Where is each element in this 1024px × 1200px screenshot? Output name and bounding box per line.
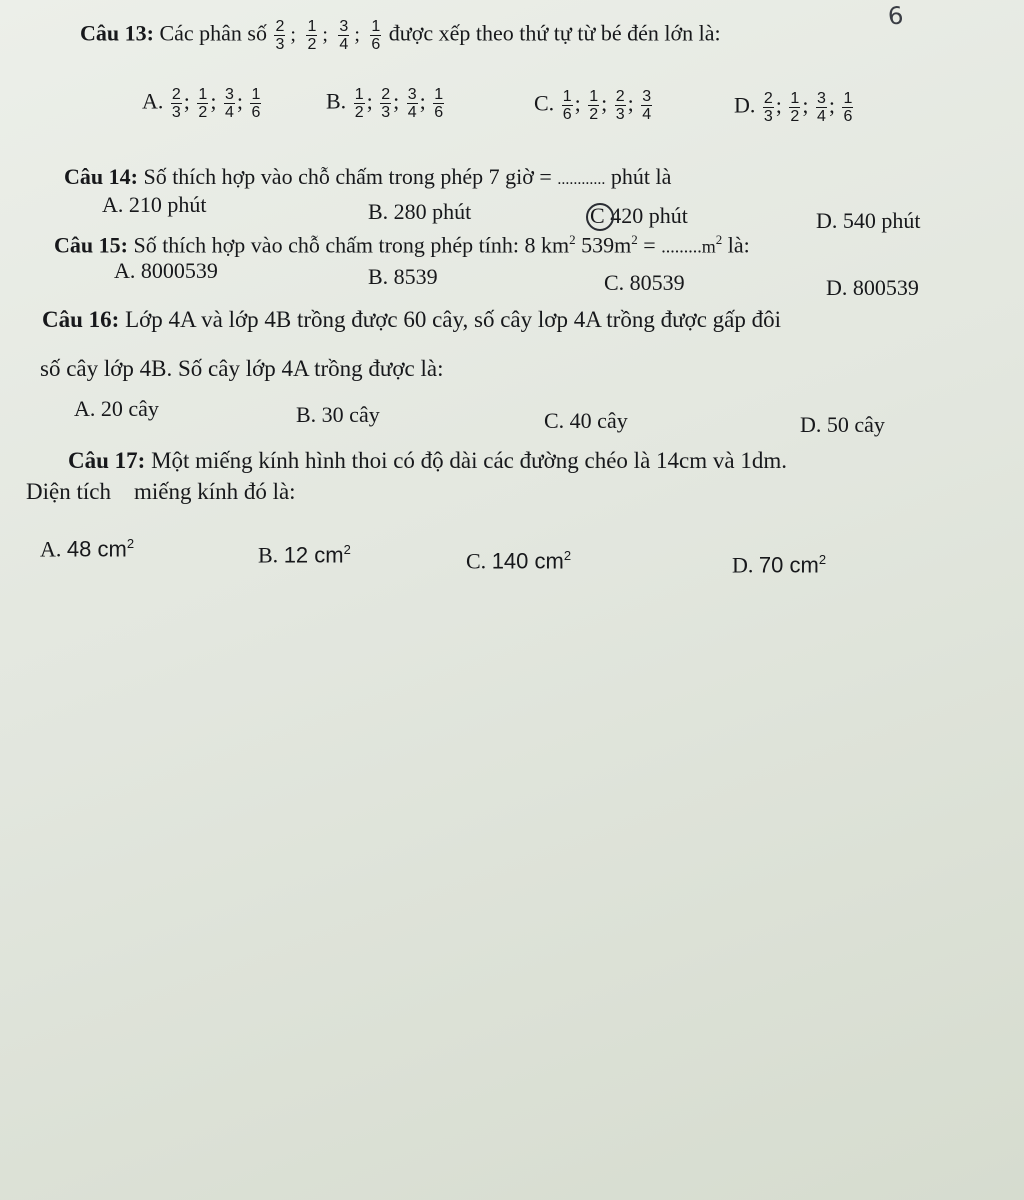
q16-line2: số cây lớp 4B. Số cây lớp 4A trồng được là: <box>40 356 444 381</box>
q13-option-b[interactable]: B. $\frac{1}{2}$ ; $\frac{2}{3}$ ; $\frac{3}{4}$ ; $\frac{1}{6}$ <box>326 86 444 121</box>
q15-part2: 539m <box>581 232 632 258</box>
q15-stem: Câu 15: Số thích hợp vào chỗ chấm trong phép tính: 8 $km^2$ $539m^2 = .........m^2$ là: <box>54 232 750 258</box>
q14-option-d[interactable]: D. 540 phút <box>816 208 921 233</box>
answer-circle <box>586 203 614 231</box>
q17-label: Câu 17: <box>68 448 146 473</box>
q16-line1: Câu 16: Lớp 4A và lớp 4B trồng được 60 cây, số cây lơp 4A trồng được gấp đôi <box>42 307 782 332</box>
q13-option-a[interactable]: A. $\frac{2}{3}$ ; $\frac{1}{2}$ ; $\frac{3}{4}$ ; $\frac{1}{6}$ <box>142 86 261 121</box>
q15-tail: là: <box>727 232 750 258</box>
q14-text: Số thích hợp vào chỗ chấm trong phép 7 giờ = <box>143 164 552 189</box>
q14-tail: phút là <box>610 164 672 189</box>
q13-option-c[interactable]: C. $\frac{1}{6}$ ; $\frac{1}{2}$ ; $\frac{2}{3}$ ; $\frac{3}{4}$ <box>534 88 652 123</box>
q16-option-a[interactable]: A. 20 cây <box>74 396 159 421</box>
fraction: $\frac{1}{6}$ <box>371 18 381 53</box>
q17-line2: Diện tích miếng kính đó là: <box>26 479 296 504</box>
q16-label: Câu 16: <box>42 307 120 332</box>
q15-text: Số thích hợp vào chỗ chấm trong phép tính: 8 km <box>133 232 570 258</box>
q15-option-b[interactable]: B. 8539 <box>368 264 438 289</box>
q15-option-d[interactable]: D. 800539 <box>826 275 919 300</box>
fraction: $\frac{2}{3}$ <box>275 18 285 53</box>
q14-label: Câu 14: <box>64 164 138 189</box>
q13-text: Các phân số <box>159 20 267 46</box>
handwritten-mark: 6 <box>886 1 905 31</box>
q15-option-c[interactable]: C. 80539 <box>604 270 685 295</box>
q15-option-a[interactable]: A. 8000539 <box>114 258 218 283</box>
q13-label: Câu 13: <box>80 20 154 46</box>
q17-option-d[interactable]: D. 70 $cm^2$ <box>732 552 827 578</box>
q16-option-d[interactable]: D. 50 cây <box>800 412 885 437</box>
q13-option-d[interactable]: D. $\frac{2}{3}$ ; $\frac{1}{2}$ ; $\frac{3}{4}$ ; $\frac{1}{6}$ <box>734 90 853 125</box>
q17-option-c[interactable]: C. 140 $cm^2$ <box>466 548 572 574</box>
q14-option-c[interactable]: C 420 phút <box>590 203 688 229</box>
q16-option-b[interactable]: B. 30 cây <box>296 402 380 427</box>
q17-option-a[interactable]: A. 48 $cm^2$ <box>40 536 135 562</box>
q14-option-a[interactable]: A. 210 phút <box>102 192 207 217</box>
q13-stem: Câu 13: Các phân số $\frac{2}{3}$ ; $\frac{1}{2}$ ; $\frac{3}{4}$ ; $\frac{1}{6}$ được xếp theo thứ tự từ bé đén lớn là: <box>80 18 721 53</box>
q13-tail: được xếp theo thứ tự từ bé đén lớn là: <box>388 20 721 46</box>
fraction: $\frac{3}{4}$ <box>339 18 349 53</box>
q15-blank: .........m <box>661 236 716 257</box>
q14-stem <box>64 164 671 190</box>
q17-line1: Câu 17: Một miếng kính hình thoi có độ dài các đường chéo là 14cm và 1dm. <box>68 448 787 473</box>
q17-option-b[interactable]: B. 12 $cm^2$ <box>258 542 351 568</box>
q16-option-c[interactable]: C. 40 cây <box>544 408 628 433</box>
fraction: $\frac{1}{2}$ <box>307 18 317 53</box>
q14-blank: ............ <box>557 171 606 188</box>
q14-option-b[interactable]: B. 280 phút <box>368 199 472 224</box>
q15-label: Câu 15: <box>54 232 128 258</box>
